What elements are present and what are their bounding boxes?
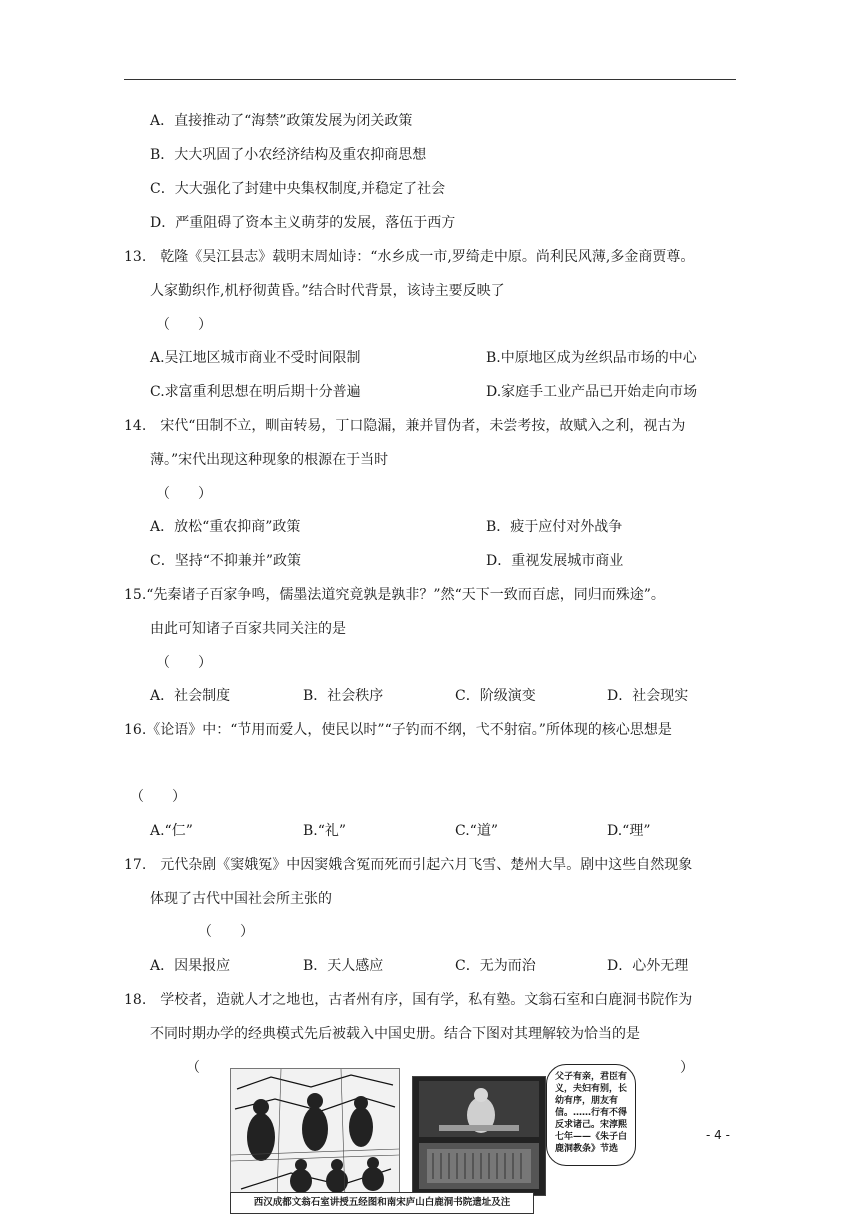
question-13-option-c: C.求富重利思想在明后期十分普遍 [150,384,361,400]
question-13-answer-paren: （ ） [156,317,212,333]
question-15-option-b: B．社会秩序 [303,688,384,704]
question-14-answer-paren: （ ） [156,486,212,502]
question-18-figure [226,1062,656,1216]
stone-chamber-lecture-etching [230,1068,400,1200]
question-14-option-c: C．坚持“不抑兼并”政策 [150,553,302,569]
question-14-line1: 14. 宋代“田制不立，甽亩转易，丁口隐漏，兼并冒伪者，未尝考按，故赋入之利，视古为 [124,418,686,434]
question-15-line2: 由此可知诸子百家共同关注的是 [150,621,346,637]
question-16-option-d: D.“理” [607,823,651,839]
question-18-paren-close: ） [680,1060,694,1076]
question-15-line1: 15.“先秦诸子百家争鸣，儒墨法道究竟孰是孰非？”然“天下一致而百虑，同归而殊途”。 [124,587,665,603]
question-18-paren-open: （ [186,1060,200,1076]
question-14-option-b: B．疲于应付对外战争 [486,519,623,535]
photo-stele-wall [419,1143,539,1189]
etching-illustration [231,1069,399,1199]
question-17-answer-paren: （ ） [198,924,254,940]
question-13-option-d: D.家庭手工业产品已开始走向市场 [486,384,698,400]
question-16-option-b: B.“礼” [303,823,347,839]
quote-speech-bubble: 父子有亲，君臣有义，夫妇有别，长幼有序，朋友有信。……行有不得反求诸己。宋淳熙七年——《朱子白鹿洞教条》节选 [546,1064,636,1166]
photo-statue-scene [419,1081,539,1137]
prev-option-b: B．大大巩固了小农经济结构及重农抑商思想 [150,147,427,163]
question-17-option-c: C．无为而治 [455,958,536,974]
prev-option-c: C．大大强化了封建中央集权制度,并稳定了社会 [150,181,446,197]
question-13-option-b: B.中原地区成为丝织品市场的中心 [486,350,697,366]
prev-option-d: D．严重阻碍了资本主义萌芽的发展，落伍于西方 [150,215,456,231]
question-13-line1: 13. 乾隆《吴江县志》载明末周灿诗：“水乡成一市,罗绮走中原。尚利民风薄,多金商贾尊。 [124,249,695,265]
question-15-option-a: A．社会制度 [150,688,231,704]
question-15-option-d: D．社会现实 [607,688,689,704]
question-17-option-d: D．心外无理 [607,958,689,974]
question-14-option-a: A．放松“重农抑商”政策 [150,519,301,535]
question-16-option-a: A.“仁” [150,823,193,839]
question-13-option-a: A.吴江地区城市商业不受时间限制 [150,350,361,366]
question-17-option-b: B．天人感应 [303,958,384,974]
question-18-line2: 不同时期办学的经典模式先后被载入中国史册。结合下图对其理解较为恰当的是 [150,1026,640,1042]
bailudong-academy-photo [412,1076,546,1196]
question-13-line2: 人家勤织作,机杼彻黄昏。”结合时代背景，该诗主要反映了 [150,283,505,299]
question-15-answer-paren: （ ） [156,655,212,671]
question-17-option-a: A．因果报应 [150,958,231,974]
question-15-option-c: C．阶级演变 [455,688,536,704]
question-18-line1: 18. 学校者，造就人才之地也，古者州有序，国有学，私有塾。文翁石室和白鹿洞书院作为 [124,992,693,1008]
question-16-option-c: C.“道” [455,823,498,839]
figure-caption: 西汉成都文翁石室讲授五经图和南宋庐山白鹿洞书院遗址及注 [230,1192,534,1214]
question-17-line1: 17. 元代杂剧《窦娥冤》中因窦娥含冤而死而引起六月飞雪、楚州大旱。剧中这些自然现象 [124,857,693,873]
question-16-answer-paren: （ ） [130,789,186,805]
page-number: - 4 - [706,1128,730,1142]
prev-option-a: A．直接推动了“海禁”政策发展为闭关政策 [150,113,413,129]
question-16-line1: 16.《论语》中：“节用而爱人，使民以时”“子钓而不纲，弋不射宿。”所体现的核心思想是 [124,722,672,738]
question-14-line2: 薄。”宋代出现这种现象的根源在于当时 [150,452,389,468]
question-17-line2: 体现了古代中国社会所主张的 [150,891,332,907]
header-rule [124,79,736,80]
question-14-option-d: D．重视发展城市商业 [486,553,624,569]
